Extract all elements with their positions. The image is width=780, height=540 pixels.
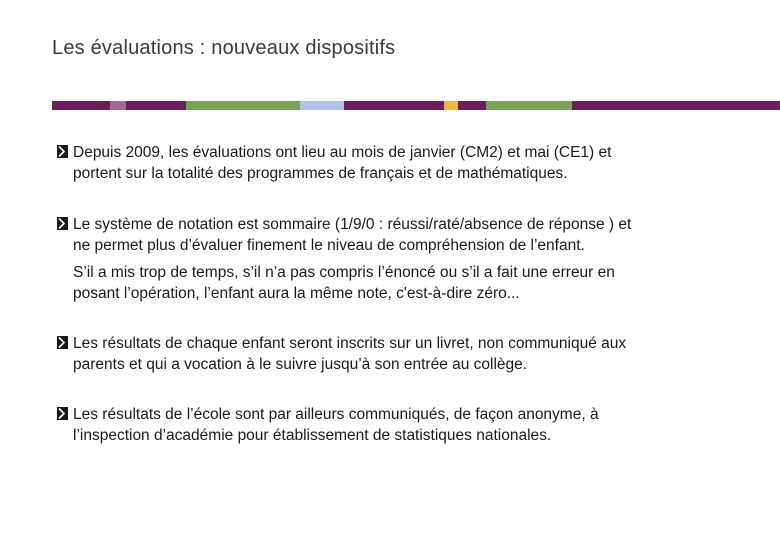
bar-segment — [126, 101, 186, 110]
bar-segment — [486, 101, 572, 110]
bullet-line: Les résultats de l’école sont par ailleurs communiqués, de façon anonyme, à — [73, 406, 599, 423]
bullet-line: Depuis 2009, les évaluations ont lieu au mois de janvier (CM2) et mai (CE1) et — [73, 144, 612, 161]
bar-segment — [344, 101, 444, 110]
bullet-line: parents et qui a vocation à le suivre jusqu’à son entrée au collège. — [73, 356, 528, 373]
bullet-line: Le système de notation est sommaire (1/9/0 : réussi/raté/absence de réponse ) et — [73, 216, 632, 233]
bar-segment — [110, 101, 126, 110]
bullet-text — [73, 404, 733, 446]
bullet-text — [73, 214, 733, 304]
bullet-line: ne permet plus d’évaluer finement le niveau de compréhension de l’enfant. — [73, 237, 585, 254]
bullet-text — [73, 142, 733, 184]
bar-segment — [444, 101, 458, 110]
bar-segment — [186, 101, 300, 110]
bar-segment — [52, 101, 110, 110]
chevron-right-icon — [57, 407, 68, 420]
slide-title: Les évaluations : nouveaux dispositifs — [52, 37, 396, 59]
bullet-line: portent sur la totalité des programmes de français et de mathématiques. — [73, 165, 568, 182]
bullet-line: posant l’opération, l’enfant aura la même note, c'est-à-dire zéro... — [73, 285, 520, 302]
bar-segment — [458, 101, 486, 110]
chevron-right-icon — [57, 336, 68, 349]
bullet-line: Les résultats de chaque enfant seront inscrits sur un livret, non communiqué aux — [73, 335, 627, 352]
bullet-line: S’il a mis trop de temps, s’il n’a pas compris l’énoncé ou s’il a fait une erreur en — [73, 264, 615, 281]
bar-segment — [300, 101, 344, 110]
chevron-right-icon — [57, 145, 68, 158]
decorative-color-bar — [52, 101, 780, 110]
bullet-text — [73, 333, 733, 375]
chevron-right-icon — [57, 217, 68, 230]
bullet-line: l’inspection d’académie pour établissement de statistiques nationales. — [73, 427, 552, 444]
bar-segment — [572, 101, 780, 110]
